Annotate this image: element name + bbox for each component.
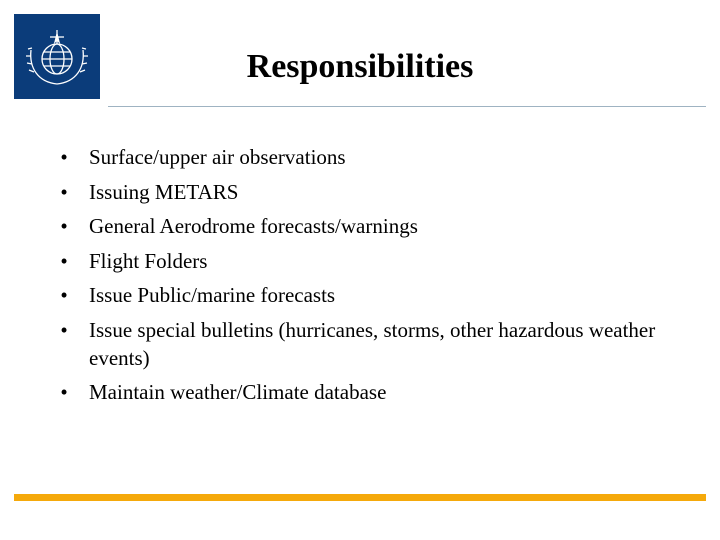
bullet-marker: • [60,248,68,273]
bullet-marker: • [60,214,68,238]
list-item [58,140,688,175]
list-item-text: Issue special bulletins (hurricanes, storms, other hazardous weather events) [89,317,656,370]
list-item-text: Maintain weather/Climate database [89,379,387,404]
list-item [58,209,688,244]
bullet-marker: • [60,179,68,204]
bullet-marker: • [60,145,68,169]
list-item [58,313,688,375]
list-item-text: Surface/upper air observations [89,145,346,169]
list-item-text: General Aerodrome forecasts/warnings [89,214,418,238]
list-item [58,175,688,210]
wmo-emblem-icon [14,14,100,99]
bullet-marker: • [60,379,68,404]
page-title: Responsibilities [246,48,474,85]
list-item [58,278,688,313]
bullet-marker: • [60,317,68,342]
bullet-list [58,140,688,409]
list-item [58,244,688,279]
list-item-text: Flight Folders [89,248,208,273]
bullet-marker: • [60,283,68,307]
list-item [58,375,688,410]
footer-accent-bar [14,494,706,501]
title-divider [108,106,706,107]
list-item-text: Issuing METARS [89,179,239,204]
list-item-text: Issue Public/marine forecasts [89,283,336,307]
